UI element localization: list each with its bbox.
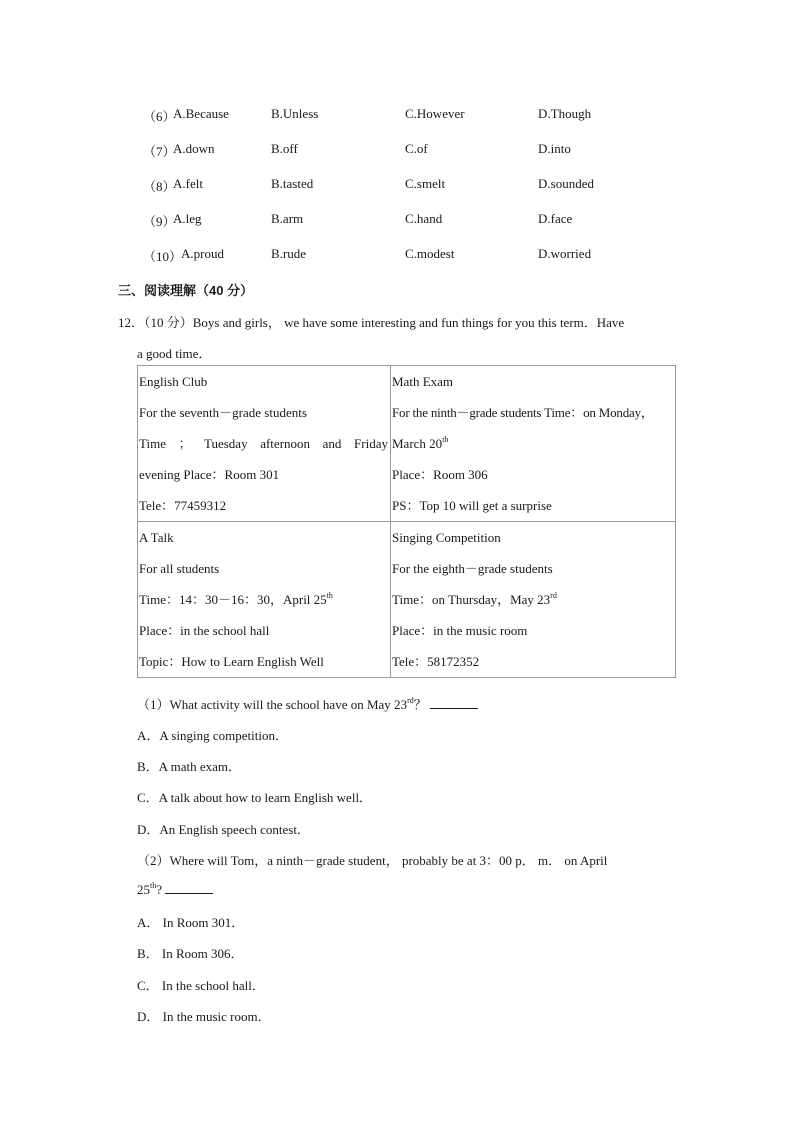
talk-title: A Talk bbox=[139, 530, 174, 545]
option-c: C.smelt bbox=[405, 176, 446, 191]
math-exam-date-main: March 20 bbox=[392, 436, 443, 451]
option-a: A.felt bbox=[173, 176, 203, 191]
singing-time bbox=[392, 584, 673, 615]
option-row-9 bbox=[0, 211, 794, 231]
question-1-option-c: C．A talk about how to learn English well． bbox=[137, 790, 373, 805]
option-a: A.leg bbox=[173, 211, 202, 226]
option-row-8 bbox=[0, 176, 794, 196]
english-club-audience: For the seventh－grade students bbox=[139, 405, 307, 420]
option-number: （9） bbox=[143, 214, 176, 229]
english-club-tele: Tele：77459312 bbox=[139, 498, 227, 513]
question-1-stem-end: ？ bbox=[413, 697, 427, 712]
option-b: B.tasted bbox=[271, 176, 314, 191]
option-row-7 bbox=[0, 141, 794, 161]
question-2-option-b: B． In Room 306． bbox=[137, 946, 244, 961]
english-club-cell bbox=[138, 366, 391, 522]
option-d: D.face bbox=[538, 211, 573, 226]
singing-audience: For the eighth－grade students bbox=[392, 561, 553, 576]
option-c: C.However bbox=[405, 106, 465, 121]
math-exam-audience-time: For the ninth－grade students Time：on Monday， bbox=[392, 405, 654, 420]
question-1-option-d: D．An English speech contest． bbox=[137, 822, 310, 837]
singing-time-suffix: rd bbox=[550, 590, 557, 600]
question-1-stem bbox=[137, 694, 478, 713]
question-2-option-c: C． In the school hall． bbox=[137, 978, 265, 993]
option-a: A.down bbox=[173, 141, 215, 156]
math-exam-cell bbox=[391, 366, 676, 522]
option-b: B.rude bbox=[271, 246, 307, 261]
talk-place: Place：in the school hall bbox=[139, 623, 270, 638]
answer-blank[interactable] bbox=[165, 881, 213, 894]
math-exam-date-suffix: th bbox=[442, 434, 449, 444]
option-b: B.off bbox=[271, 141, 298, 156]
talk-audience: For all students bbox=[139, 561, 220, 576]
option-c: C.modest bbox=[405, 246, 455, 261]
option-a: A.proud bbox=[181, 246, 224, 261]
question-2-stem-line1: （2）Where will Tom，a ninth－grade student， probably be at 3：00 p． m． on April bbox=[137, 853, 608, 868]
option-b: B.Unless bbox=[271, 106, 319, 121]
option-row-10 bbox=[0, 246, 794, 266]
math-exam-ps: PS：Top 10 will get a surprise bbox=[392, 498, 552, 513]
singing-time-main: Time：on Thursday，May 23 bbox=[392, 592, 551, 607]
option-number: （10） bbox=[143, 249, 183, 264]
question-12-intro-line1: 12．（10 分）Boys and girls， we have some interesting and fun things for you this term．Have bbox=[118, 315, 625, 330]
question-2-stem-line2-end: ? bbox=[156, 882, 163, 897]
option-a: A.Because bbox=[173, 106, 229, 121]
option-row-6 bbox=[0, 106, 794, 126]
singing-cell bbox=[391, 522, 676, 678]
question-12-intro-line2: a good time． bbox=[137, 346, 212, 361]
question-2-stem-line2-suffix: th bbox=[150, 880, 157, 890]
option-number: （8） bbox=[143, 179, 176, 194]
question-2-option-a: A． In Room 301． bbox=[137, 915, 245, 930]
option-d: D.sounded bbox=[538, 176, 594, 191]
english-club-title: English Club bbox=[139, 374, 208, 389]
talk-time-main: Time：14：30－16：30，April 25 bbox=[139, 592, 327, 607]
math-exam-date bbox=[392, 428, 673, 459]
math-exam-title: Math Exam bbox=[392, 374, 454, 389]
singing-title: Singing Competition bbox=[392, 530, 501, 545]
talk-topic: Topic：How to Learn English Well bbox=[139, 654, 324, 669]
singing-place: Place：in the music room bbox=[392, 623, 528, 638]
option-b: B.arm bbox=[271, 211, 304, 226]
option-c: C.hand bbox=[405, 211, 443, 226]
option-d: D.into bbox=[538, 141, 571, 156]
option-d: D.worried bbox=[538, 246, 592, 261]
option-c: C.of bbox=[405, 141, 428, 156]
notice-table bbox=[137, 365, 676, 678]
answer-blank[interactable] bbox=[430, 696, 478, 709]
option-number: （7） bbox=[143, 144, 176, 159]
talk-cell bbox=[138, 522, 391, 678]
question-1-option-a: A．A singing competition． bbox=[137, 728, 288, 743]
english-club-place: evening Place：Room 301 bbox=[139, 467, 280, 482]
question-1-stem-suffix: rd bbox=[407, 695, 414, 705]
question-2-stem-line2 bbox=[137, 881, 213, 898]
question-1-option-b: B．A math exam． bbox=[137, 759, 241, 774]
talk-time bbox=[139, 584, 388, 615]
section-title: 三、阅读理解（40 分） bbox=[118, 283, 254, 298]
question-2-option-d: D． In the music room． bbox=[137, 1009, 271, 1024]
question-2-stem-line2-main: 25 bbox=[137, 882, 150, 897]
english-club-time: Time ； Tuesday afternoon and Friday bbox=[139, 436, 388, 451]
question-1-stem-main: （1）What activity will the school have on May 23 bbox=[137, 697, 408, 712]
singing-tele: Tele：58172352 bbox=[392, 654, 480, 669]
option-number: （6） bbox=[143, 109, 176, 124]
math-exam-place: Place：Room 306 bbox=[392, 467, 488, 482]
option-d: D.Though bbox=[538, 106, 592, 121]
talk-time-suffix: th bbox=[326, 590, 333, 600]
